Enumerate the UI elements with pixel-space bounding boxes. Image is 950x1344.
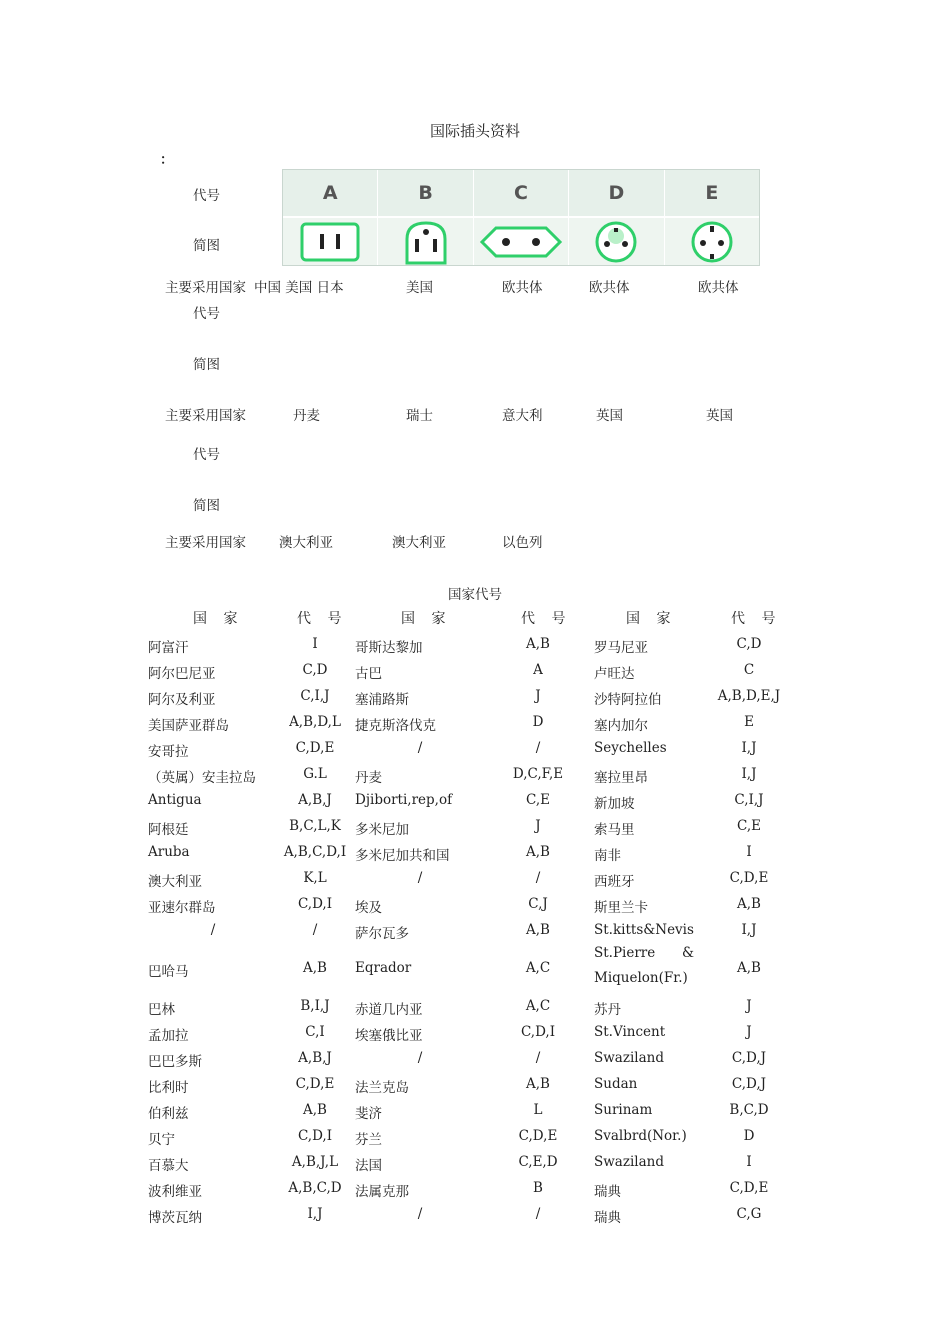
table-cell: A,B (526, 1076, 550, 1092)
table-cell: C,D,J (731, 1050, 767, 1066)
label-code-3: 代号 (193, 447, 220, 463)
table-cell: C,D,E (518, 1128, 558, 1144)
table-cell: 比利时 (148, 1080, 189, 1096)
row2-country-2: 瑞士 (406, 408, 433, 424)
header-country-3: 国 家 (626, 611, 677, 627)
table-cell: 美国萨亚群岛 (148, 718, 229, 734)
table-cell: C,G (736, 1206, 762, 1222)
table-cell: 西班牙 (594, 874, 635, 890)
row1-country-a: 中国 美国 日本 (254, 280, 344, 296)
table-cell: 百慕大 (148, 1158, 189, 1174)
table-cell: A,B (526, 636, 550, 652)
plug-column-d (569, 170, 664, 265)
table-cell: 多米尼加 (355, 822, 409, 838)
table-cell: 古巴 (355, 666, 382, 682)
table-cell: / (312, 922, 318, 938)
table-cell: J (746, 998, 752, 1014)
table-cell: 巴林 (148, 1002, 175, 1018)
table-cell: D (532, 714, 544, 730)
table-cell: D,C,F,E (512, 766, 564, 782)
table-cell: C,D (736, 636, 762, 652)
label-diagram-1: 简图 (193, 238, 220, 254)
label-code-2: 代号 (193, 306, 220, 322)
label-countries-3: 主要采用国家 (165, 535, 246, 551)
table-cell: （英属）安圭拉岛 (148, 770, 256, 786)
header-code-3: 代 号 (731, 611, 782, 627)
table-cell: Svalbrd(Nor.) (594, 1128, 687, 1144)
table-cell: L (533, 1102, 543, 1118)
table-cell: 塞拉里昂 (594, 770, 648, 786)
row2-country-3: 意大利 (502, 408, 543, 424)
table-cell: Eqrador (355, 960, 412, 976)
table-cell: Seychelles (594, 740, 667, 756)
table-cell: Sudan (594, 1076, 638, 1092)
table-cell: C,D,E (295, 740, 335, 756)
table-cell: 波利维亚 (148, 1184, 202, 1200)
row1-country-c: 欧共体 (502, 280, 543, 296)
table-cell: / (417, 740, 423, 756)
table-cell: A,B (526, 922, 550, 938)
table-cell: 赤道几内亚 (355, 1002, 423, 1018)
row3-country-3: 以色列 (502, 535, 543, 551)
table-cell: 伯利兹 (148, 1106, 189, 1122)
table-cell: G.L (303, 766, 327, 782)
table-cell: A,B,C,D,I (283, 844, 347, 860)
plug-letter-e: E (665, 170, 759, 218)
table-cell: 多米尼加共和国 (355, 848, 450, 864)
table-cell: 法属克那 (355, 1184, 409, 1200)
table-cell: I,J (741, 922, 757, 938)
header-code-1: 代 号 (297, 611, 348, 627)
table-cell: C,D,I (297, 1128, 333, 1144)
table-cell: Surinam (594, 1102, 653, 1118)
table-cell: C,D,I (297, 896, 333, 912)
table-cell: 南非 (594, 848, 621, 864)
label-diagram-3: 简图 (193, 498, 220, 514)
table-cell: A,C (525, 998, 551, 1014)
table-cell: C,I (305, 1024, 325, 1040)
table-cell: 卢旺达 (594, 666, 635, 682)
table-title: 国家代号 (448, 587, 502, 603)
table-cell: A,B (303, 960, 327, 976)
table-cell: I,J (307, 1206, 323, 1222)
table-cell: 瑞典 (594, 1184, 621, 1200)
table-cell: 埃及 (355, 900, 382, 916)
header-country-2: 国 家 (401, 611, 452, 627)
plug-column-a (283, 170, 378, 265)
table-cell: C,I,J (300, 688, 330, 704)
table-cell: 法国 (355, 1158, 382, 1174)
table-cell: B,C,D (729, 1102, 769, 1118)
table-cell: C,E (737, 818, 761, 834)
table-cell: 斯里兰卡 (594, 900, 648, 916)
table-cell: 巴巴多斯 (148, 1054, 202, 1070)
table-cell: / (417, 1206, 423, 1222)
plug-letter-d: D (569, 170, 663, 218)
table-cell: A (533, 662, 543, 678)
table-cell: C (743, 662, 755, 678)
table-cell: A,B (303, 1102, 327, 1118)
table-cell: 埃塞俄比亚 (355, 1028, 423, 1044)
label-countries-2: 主要采用国家 (165, 408, 246, 424)
table-cell: C,D,E (729, 1180, 769, 1196)
table-cell: A,B (526, 844, 550, 860)
row2-country-4: 英国 (596, 408, 623, 424)
table-cell: C,D,E (295, 1076, 335, 1092)
table-cell: Antigua (148, 792, 202, 808)
table-cell: St.Pierre & Miquelon(Fr.) (594, 945, 694, 986)
plug-c-icon (478, 224, 564, 260)
table-cell: / (535, 870, 541, 886)
table-cell: 塞内加尔 (594, 718, 648, 734)
table-cell: A,B,J (298, 1050, 332, 1066)
table-cell: 澳大利亚 (148, 874, 202, 890)
table-cell: J (535, 818, 541, 834)
table-cell: B,C,L,K (289, 818, 341, 834)
table-cell: A,B,D,E,J (717, 688, 781, 704)
label-countries-1: 主要采用国家 (165, 280, 246, 296)
row2-country-1: 丹麦 (293, 408, 320, 424)
table-cell: 芬兰 (355, 1132, 382, 1148)
table-cell: C,D,J (731, 1076, 767, 1092)
header-country-1: 国 家 (193, 611, 244, 627)
table-cell: C,D,E (729, 870, 769, 886)
table-cell: I,J (741, 740, 757, 756)
table-cell: B,I,J (300, 998, 330, 1014)
table-cell: C,E (526, 792, 550, 808)
row1-country-d: 欧共体 (589, 280, 630, 296)
row1-country-b: 美国 (406, 280, 433, 296)
table-cell: 沙特阿拉伯 (594, 692, 662, 708)
plug-a-icon (299, 221, 361, 263)
plug-b-icon (401, 219, 451, 265)
table-cell: B (533, 1180, 543, 1196)
table-cell: C,I,J (734, 792, 764, 808)
table-cell: A,B,D,L (289, 714, 341, 730)
table-cell: 安哥拉 (148, 744, 189, 760)
row1-country-e: 欧共体 (698, 280, 739, 296)
label-code-1: 代号 (193, 188, 220, 204)
table-cell: 博茨瓦纳 (148, 1210, 202, 1226)
table-cell: 罗马尼亚 (594, 640, 648, 656)
table-cell: 法兰克岛 (355, 1080, 409, 1096)
table-cell: Swaziland (594, 1050, 664, 1066)
table-cell: 巴哈马 (148, 964, 189, 980)
plug-d-icon (592, 220, 640, 264)
table-cell: 阿尔巴尼亚 (148, 666, 216, 682)
table-cell: 萨尔瓦多 (355, 926, 409, 942)
table-cell: Aruba (148, 844, 190, 860)
table-cell: / (535, 740, 541, 756)
plug-types-image (282, 169, 760, 266)
plug-letter-b: B (378, 170, 472, 218)
table-cell: 斐济 (355, 1106, 382, 1122)
row2-country-5: 英国 (706, 408, 733, 424)
table-cell: J (535, 688, 541, 704)
table-cell: 阿根廷 (148, 822, 189, 838)
table-cell: D (743, 1128, 755, 1144)
table-cell: / (535, 1206, 541, 1222)
table-cell: C,D (302, 662, 328, 678)
table-cell: E (744, 714, 754, 730)
plug-column-e (665, 170, 759, 265)
header-code-2: 代 号 (521, 611, 572, 627)
table-cell: J (746, 1024, 752, 1040)
plug-letter-c: C (474, 170, 568, 218)
plug-e-icon (688, 220, 736, 264)
table-cell: 哥斯达黎加 (355, 640, 423, 656)
row3-country-2: 澳大利亚 (392, 535, 446, 551)
table-cell: 亚速尔群岛 (148, 900, 216, 916)
table-cell: 索马里 (594, 822, 635, 838)
table-cell: A,C (525, 960, 551, 976)
page-title: 国际插头资料 (429, 122, 520, 140)
table-cell: A,B,J,L (291, 1154, 339, 1170)
table-cell: C,J (528, 896, 548, 912)
table-cell: A,B (737, 896, 761, 912)
table-cell: I (312, 636, 318, 652)
table-cell: I,J (741, 766, 757, 782)
label-diagram-2: 简图 (193, 357, 220, 373)
stray-colon: ： (160, 152, 174, 168)
table-cell: / (417, 1050, 423, 1066)
table-cell: C,D,I (520, 1024, 556, 1040)
table-cell: 瑞典 (594, 1210, 621, 1226)
table-cell: Djiborti,rep,of (355, 792, 453, 808)
table-cell: St.kitts&Nevis (594, 922, 694, 938)
table-cell: A,B,J (298, 792, 332, 808)
table-cell: A,B,C,D (288, 1180, 342, 1196)
table-cell: I (746, 844, 752, 860)
plug-column-c (474, 170, 569, 265)
row3-country-1: 澳大利亚 (279, 535, 333, 551)
table-cell: / (535, 1050, 541, 1066)
table-cell: A,B (737, 960, 761, 976)
table-cell: K,L (303, 870, 327, 886)
table-cell: 新加坡 (594, 796, 635, 812)
table-cell: 塞浦路斯 (355, 692, 409, 708)
plug-column-b (378, 170, 473, 265)
table-cell: Swaziland (594, 1154, 664, 1170)
table-cell: / (210, 922, 216, 938)
table-cell: / (417, 870, 423, 886)
table-cell: 苏丹 (594, 1002, 621, 1018)
table-cell: 阿尔及利亚 (148, 692, 216, 708)
table-cell: C,E,D (518, 1154, 558, 1170)
table-cell: 孟加拉 (148, 1028, 189, 1044)
table-cell: 阿富汗 (148, 640, 189, 656)
table-cell: 丹麦 (355, 770, 382, 786)
table-cell: St.Vincent (594, 1024, 666, 1040)
table-cell: 捷克斯洛伐克 (355, 718, 436, 734)
table-cell: I (746, 1154, 752, 1170)
plug-letter-a: A (283, 170, 377, 218)
table-cell: 贝宁 (148, 1132, 175, 1148)
